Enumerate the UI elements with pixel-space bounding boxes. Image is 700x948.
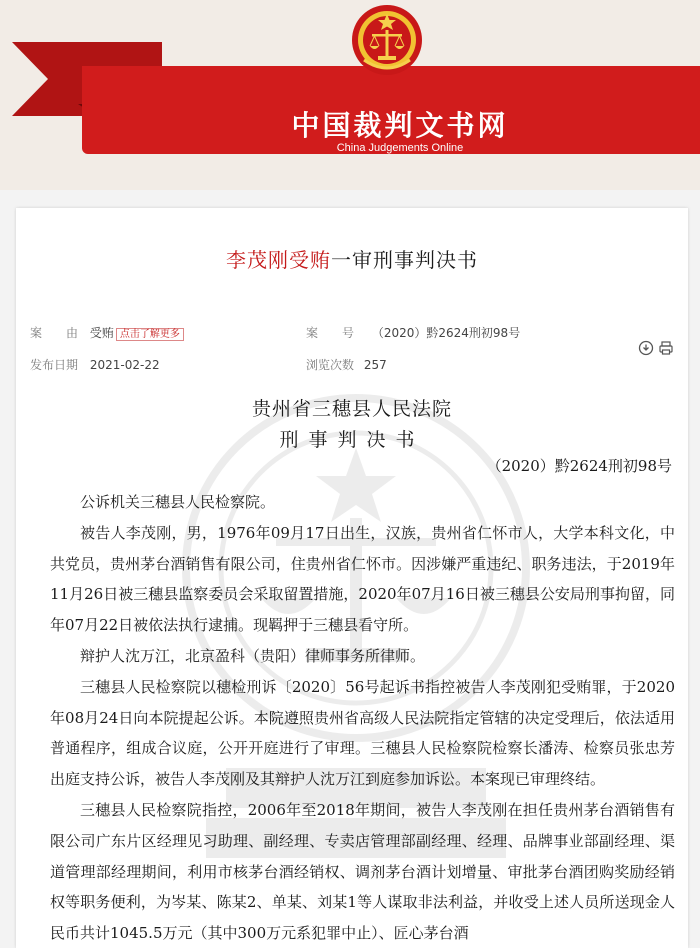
site-subtitle: China Judgements Online	[336, 142, 464, 154]
case-cause-row	[30, 324, 184, 341]
case-number-label: 案 号	[306, 326, 355, 340]
print-icon[interactable]	[658, 340, 674, 356]
publish-date-value: 2021-02-22	[89, 358, 160, 372]
case-cause-value: 受贿	[89, 326, 114, 340]
case-number-value: （2020）黔2624刑初98号	[371, 326, 521, 340]
case-cause-more-link[interactable]: 点击了解更多	[116, 328, 184, 341]
judgement-document	[16, 208, 688, 948]
views-row	[306, 356, 387, 373]
views-label: 浏览次数	[306, 358, 355, 372]
views-value: 257	[363, 358, 387, 372]
publish-date-label: 发布日期	[30, 358, 79, 372]
case-number-row	[306, 324, 520, 341]
paragraph: 辩护人沈万江，北京盈科（贵阳）律师事务所律师。	[80, 646, 426, 665]
case-reference: （2020）黔2624刑初98号	[486, 457, 672, 475]
download-icon[interactable]	[638, 340, 654, 356]
court-name: 贵州省三穗县人民法院	[251, 398, 452, 420]
judgement-body	[50, 487, 675, 948]
case-cause-label: 案 由	[30, 326, 79, 340]
paragraph: 被告人李茂刚，男，1976年09月17日出生，汉族，贵州省仁怀市人，大学本科文化，中共党员，贵州茅台酒销售有限公司，住贵州省仁怀市。因涉嫌严重违纪、职务违法，于2019年11月26日被三穗县监察委员会采取留置措施，2020年07月16日被三穗县公安局刑事拘留，同年07月22日被依法执行逮捕。现羁押于三穗县看守所。	[50, 523, 675, 635]
publish-date-row	[30, 356, 160, 373]
site-banner	[0, 0, 700, 190]
document-title	[16, 244, 688, 273]
document-title-rest: 一审刑事判决书	[331, 248, 478, 272]
site-title: 中国裁判文书网	[291, 109, 509, 142]
document-type: 刑事判决书	[279, 429, 425, 451]
court-emblem-icon	[350, 2, 424, 80]
paragraph: 三穗县人民检察院以穗检刑诉〔2020〕56号起诉书指控被告人李茂刚犯受贿罪，于2020年08月24日向本院提起公诉。本院遵照贵州省高级人民法院指定管辖的决定受理后，依法适用普通程序，组成合议庭，公开开庭进行了审理。三穗县人民检察院检察长潘涛、检察员张忠芳出庭支持公诉，被告人李茂刚及其辩护人沈万江到庭参加诉讼。本案现已审理终结。	[50, 677, 675, 789]
paragraph: 公诉机关三穗县人民检察院。	[80, 493, 276, 511]
paragraph: 三穗县人民检察院指控，2006年至2018年期间，被告人李茂刚在担任贵州茅台酒销售有限公司广东片区经理见习助理、副经理、专卖店管理部副经理、经理、品牌事业部副经理、渠道管理部经理期间，利用市核茅台酒经销权、调剂茅台酒计划增量、审批茅台酒团购奖励经销权等职务便利，为岑某、陈某2、单某、刘某1等人谋取非法利益，并收受上述人员所送现金人民币共计1045.5万元（其中300万元系犯罪中止）、匠心茅台酒	[50, 800, 675, 943]
document-title-highlight: 李茂刚受贿	[226, 248, 331, 272]
